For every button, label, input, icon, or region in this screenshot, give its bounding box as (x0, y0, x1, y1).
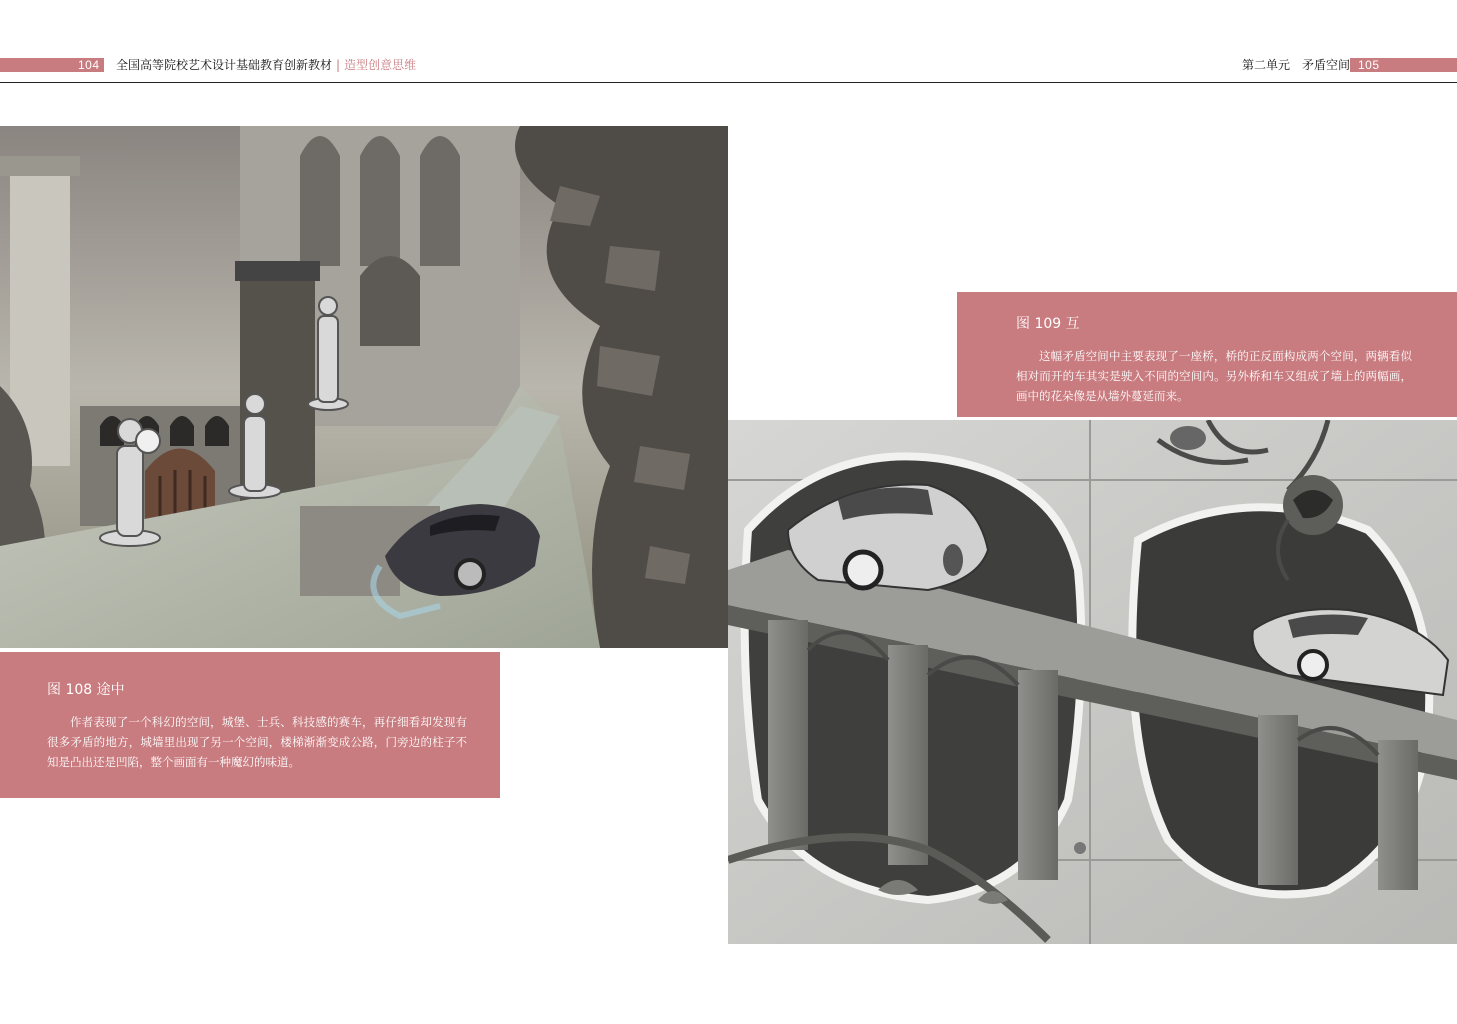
figure-109-text: 这幅矛盾空间中主要表现了一座桥，桥的正反面构成两个空间，两辆看似相对而开的车其实是驶入不同的空间内。另外桥和车又组成了墙上的两幅画，画中的花朵像是从墙外蔓延而来。 (1016, 349, 1412, 403)
course-title: 造型创意思维 (344, 58, 417, 72)
figure-108-title: 图 108 途中 (47, 682, 125, 698)
figure-109-artwork (728, 420, 1457, 944)
running-header-left (116, 57, 416, 73)
left-page-number-bar (0, 58, 104, 72)
running-header-right (1242, 57, 1350, 73)
figure-109-caption (957, 292, 1457, 417)
figure-108-caption (0, 652, 500, 798)
figure-109-title: 图 109 互 (1016, 316, 1080, 332)
left-page-number: 104 (78, 58, 100, 72)
book-title: 全国高等院校艺术设计基础教育创新教材 (116, 58, 333, 72)
figure-108-text: 作者表现了一个科幻的空间，城堡、士兵、科技感的赛车，再仔细看却发现有很多矛盾的地方，城墙里出现了另一个空间，楼梯渐渐变成公路，门旁边的柱子不知是凸出还是凹陷，整个画面有一种魔幻的味道。 (47, 715, 467, 769)
header-separator: | (336, 58, 341, 72)
right-page-number: 105 (1358, 58, 1380, 72)
unit-title: 第二单元 矛盾空间 (1242, 58, 1351, 72)
figure-108-artwork (0, 126, 728, 648)
right-page-number-bar (1350, 58, 1457, 72)
header-rule (0, 82, 1457, 83)
